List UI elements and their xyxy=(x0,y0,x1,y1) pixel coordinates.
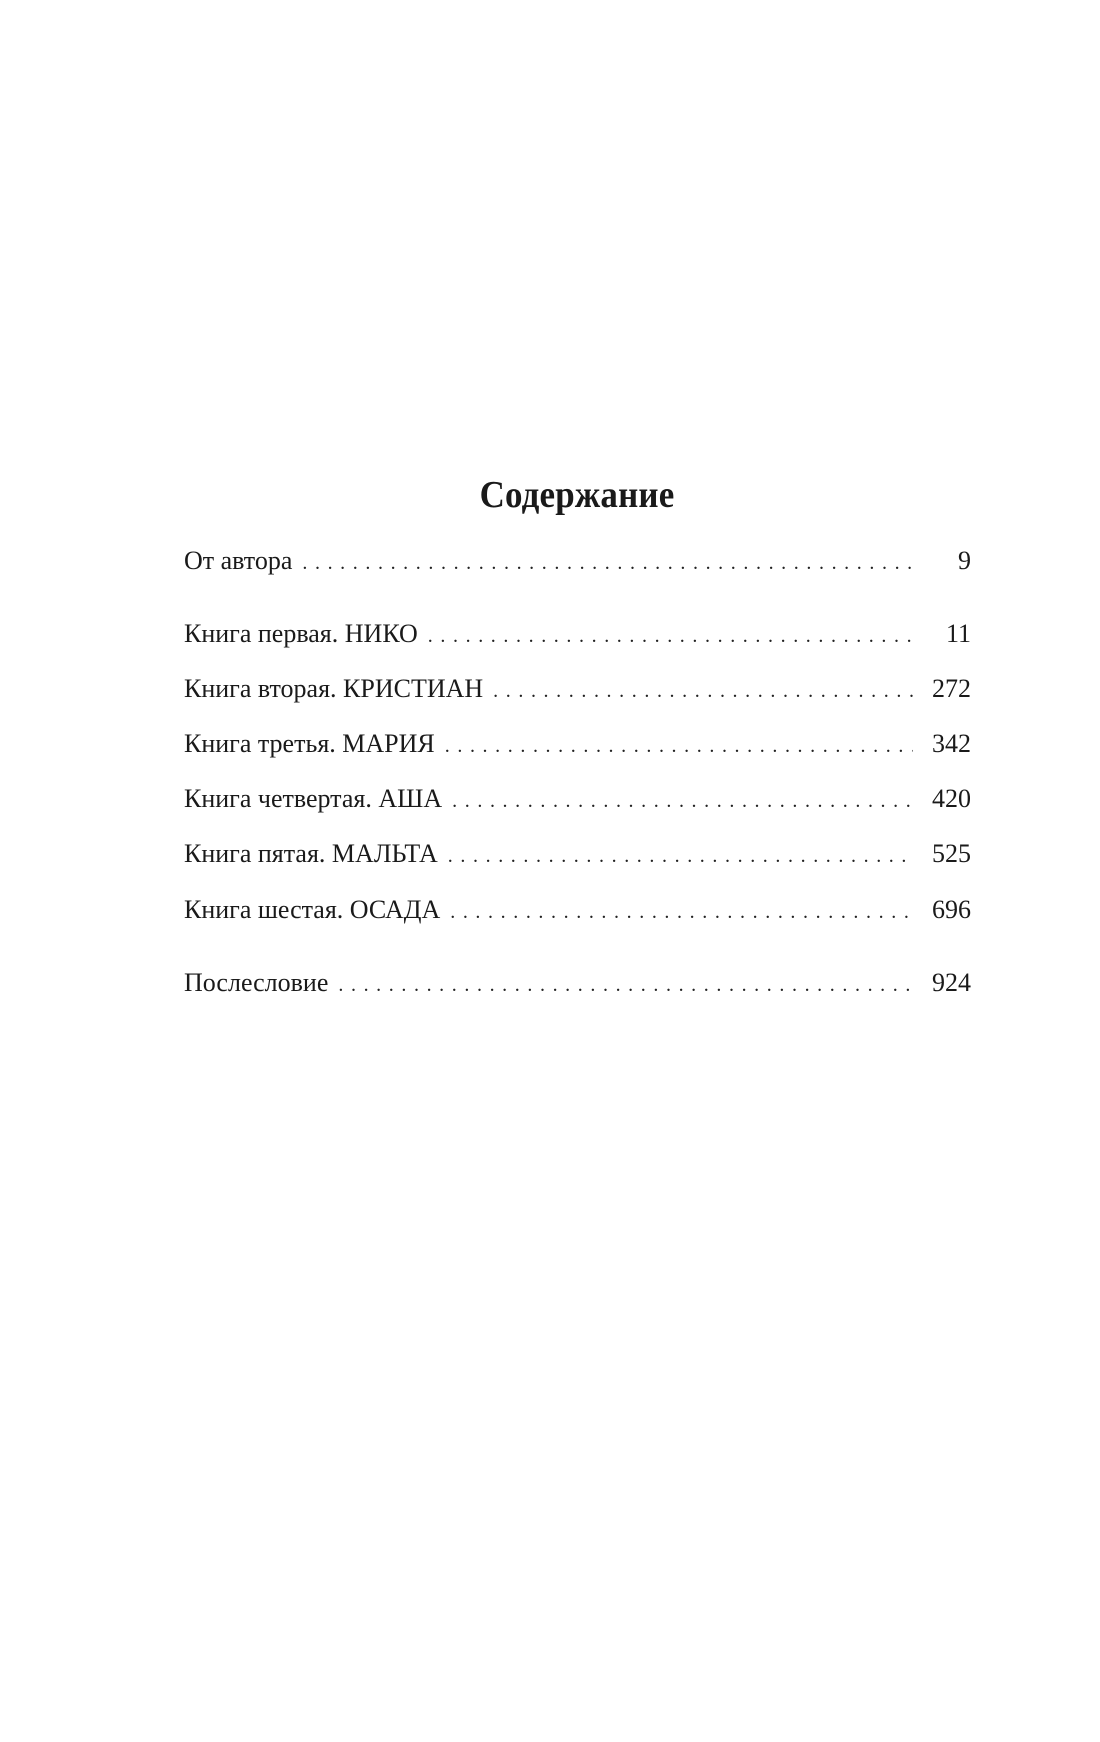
toc-entry-label: Книга третья. МАРИЯ xyxy=(184,729,435,758)
toc-entry-label: От автора xyxy=(184,546,293,575)
toc-entry-foreword[interactable] xyxy=(184,543,971,579)
toc-entry-page: 525 xyxy=(932,839,971,868)
toc-entry-page: 11 xyxy=(945,619,971,648)
dot-leader xyxy=(450,894,913,930)
dot-leader xyxy=(448,838,913,874)
toc-entry-page: 342 xyxy=(932,729,971,758)
toc-entry-page: 272 xyxy=(932,674,971,703)
toc-entry-label: Книга пятая. МАЛЬТА xyxy=(184,839,438,868)
dot-leader xyxy=(493,673,913,709)
toc-entry-page: 696 xyxy=(932,895,971,924)
toc-entry-label: Книга первая. НИКО xyxy=(184,619,418,648)
toc-entry-book-5[interactable] xyxy=(184,836,971,872)
dot-leader xyxy=(428,618,913,654)
toc-entry-page: 420 xyxy=(932,784,971,813)
toc-entry-book-1[interactable] xyxy=(184,616,971,652)
dot-leader xyxy=(338,967,913,1003)
toc-entry-book-3[interactable] xyxy=(184,726,971,762)
toc-entry-label: Книга шестая. ОСАДА xyxy=(184,895,441,924)
toc-entry-label: Послесловие xyxy=(184,968,329,997)
dot-leader xyxy=(302,545,913,581)
toc-entry-page: 924 xyxy=(932,968,971,997)
toc-entry-book-6[interactable] xyxy=(184,892,971,928)
toc-entry-book-2[interactable] xyxy=(184,671,971,707)
toc-entry-label: Книга четвертая. АША xyxy=(184,784,443,813)
toc-entry-afterword[interactable] xyxy=(184,965,971,1001)
toc-entry-page: 9 xyxy=(958,546,971,575)
toc-entry-label: Книга вторая. КРИСТИАН xyxy=(184,674,484,703)
toc-entry-book-4[interactable] xyxy=(184,781,971,817)
dot-leader xyxy=(452,783,913,819)
dot-leader xyxy=(445,728,913,764)
page-title: Содержание xyxy=(479,474,675,517)
